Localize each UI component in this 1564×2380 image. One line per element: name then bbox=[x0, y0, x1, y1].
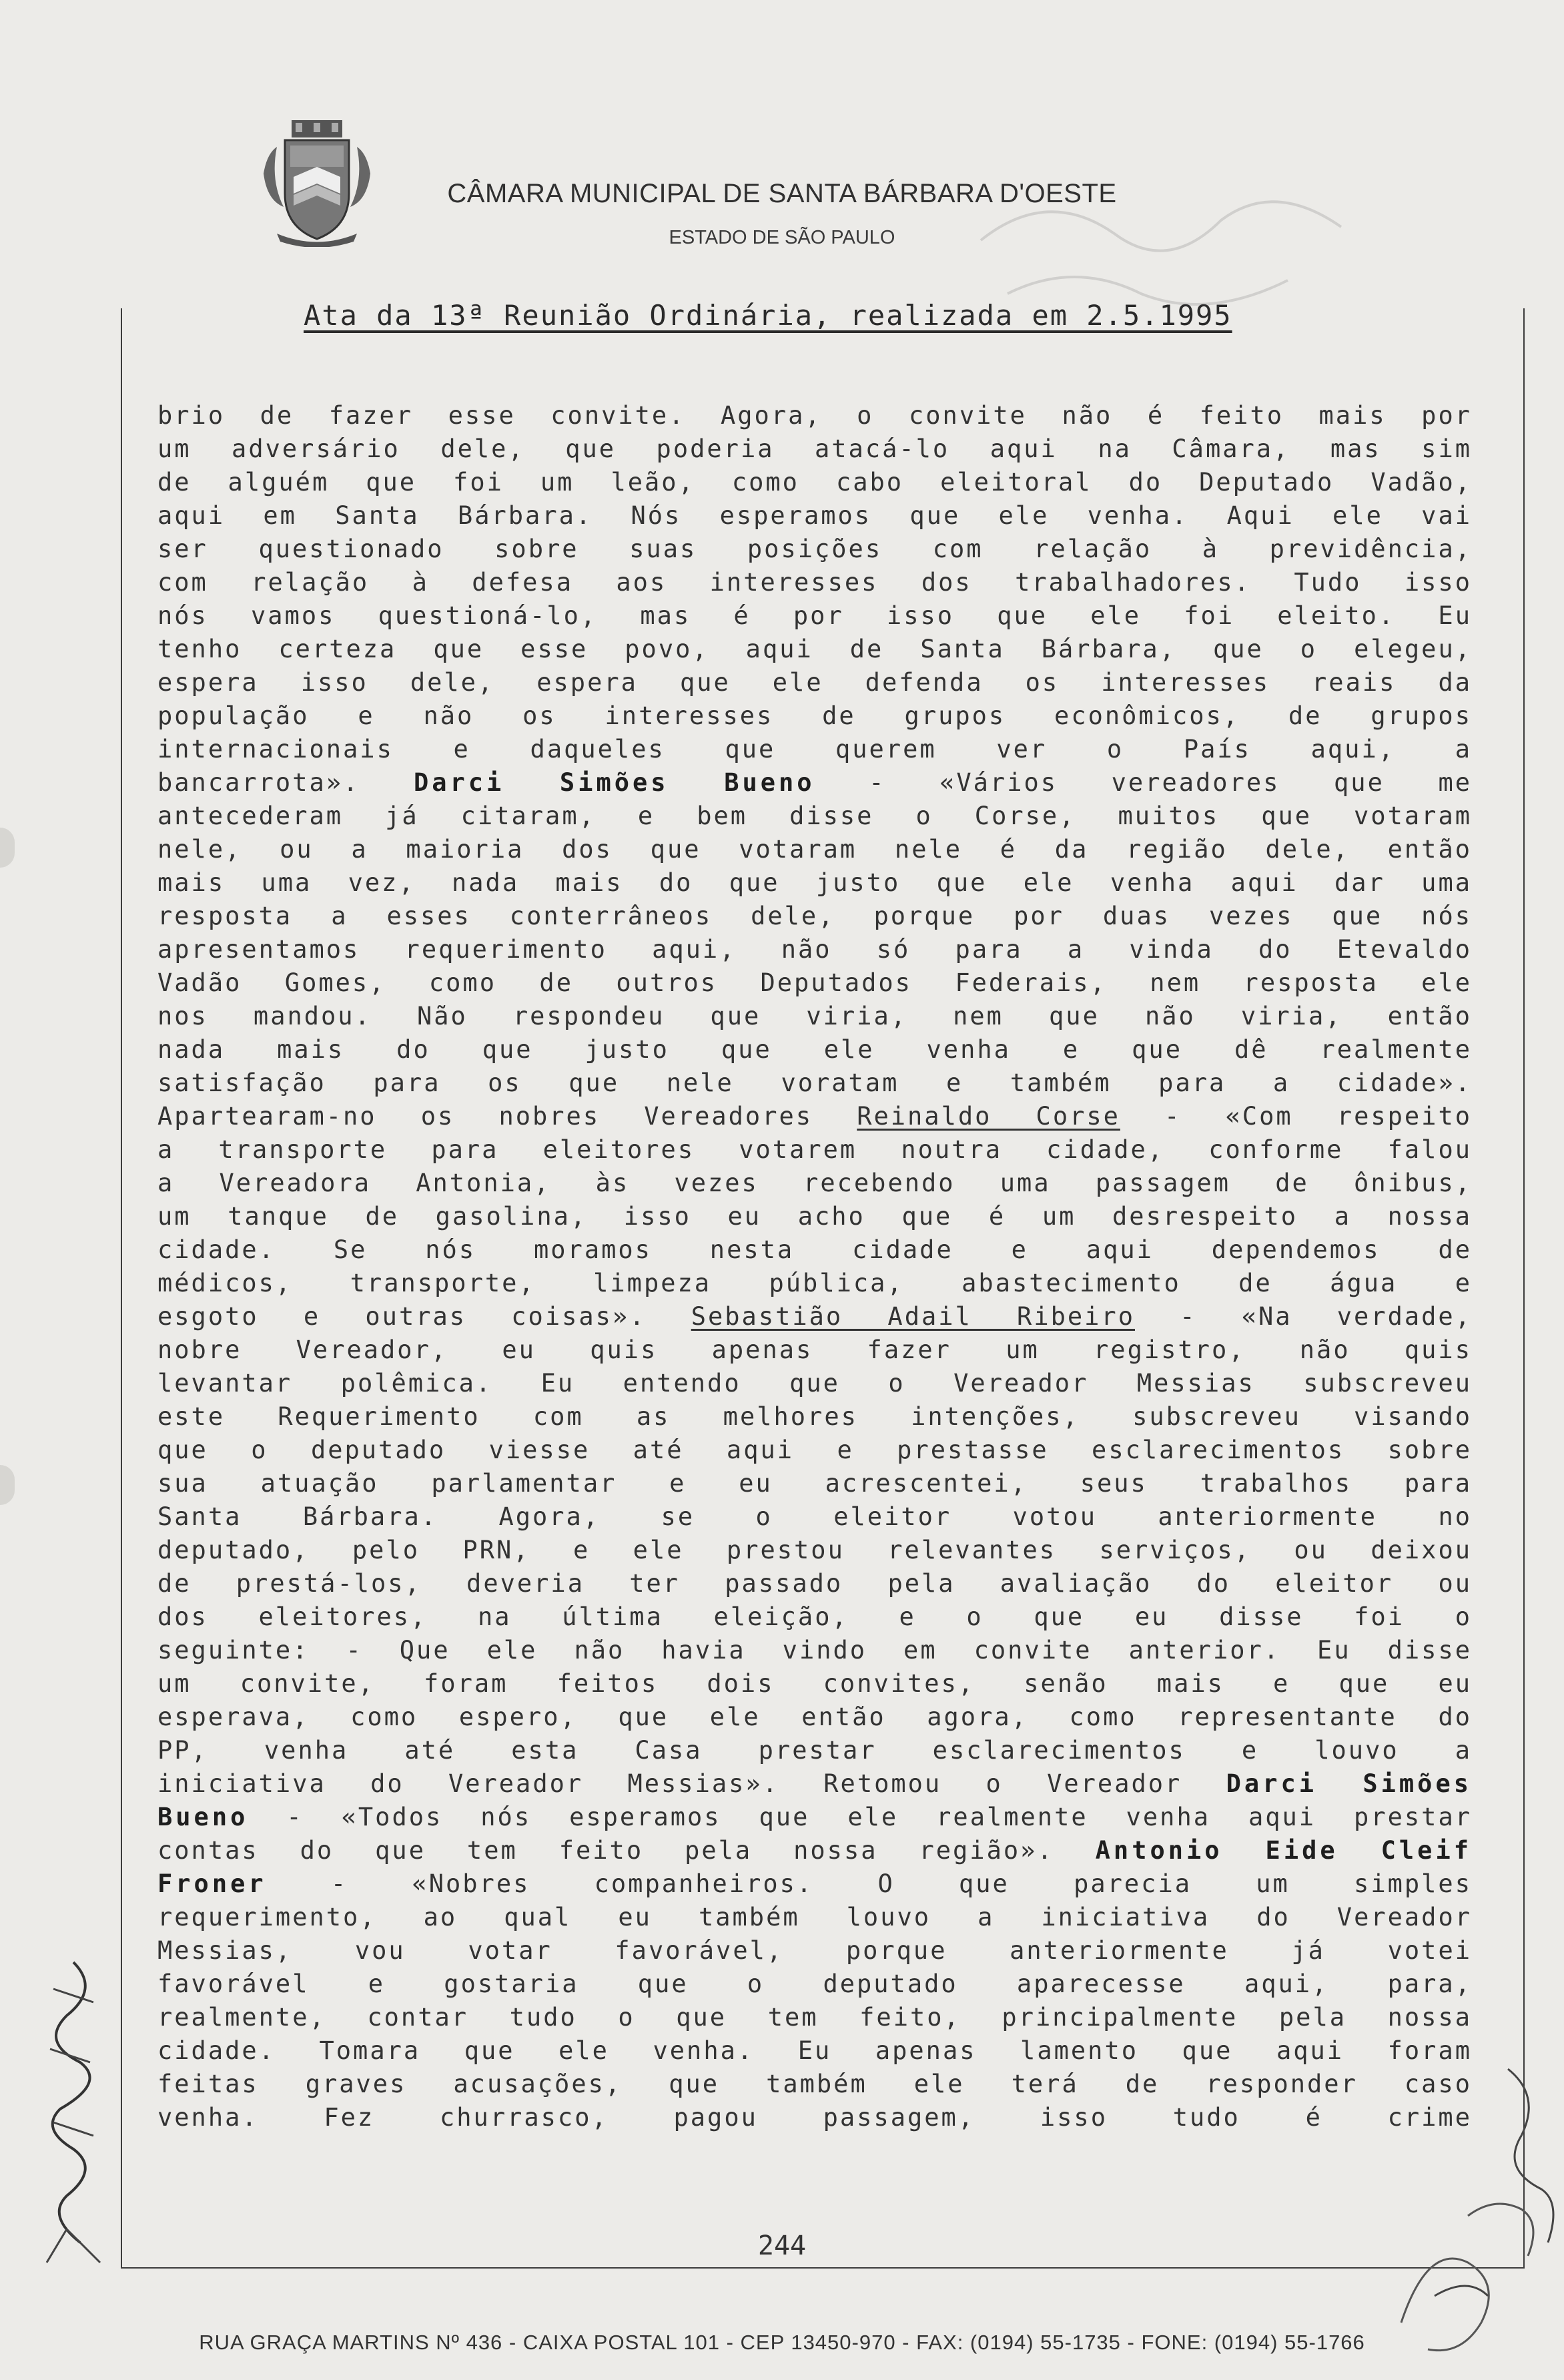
text-line: esperava, como espero, que ele então agora, como representante do bbox=[157, 1703, 1472, 1731]
text-line: de alguém que foi um leão, como cabo eleitoral do Deputado Vadão, bbox=[157, 468, 1472, 497]
text-line: apresentamos requerimento aqui, não só para a vinda do Etevaldo bbox=[157, 935, 1472, 964]
speaker-name-underlined: Sebastião Adail Ribeiro bbox=[691, 1302, 1135, 1331]
text-line: resposta a esses conterrâneos dele, porque por duas vezes que nós bbox=[157, 902, 1472, 930]
text-line: Bueno - «Todos nós esperamos que ele realmente venha aqui prestar bbox=[157, 1803, 1472, 1831]
punch-hole bbox=[0, 828, 15, 868]
text-line: Froner - «Nobres companheiros. O que parecia um simples bbox=[157, 1869, 1472, 1898]
minutes-body bbox=[157, 399, 1472, 2134]
state-name: ESTADO DE SÃO PAULO bbox=[669, 227, 895, 248]
text-line: médicos, transporte, limpeza pública, abastecimento de água e bbox=[157, 1269, 1472, 1297]
text-line: população e não os interesses de grupos econômicos, de grupos bbox=[157, 701, 1472, 730]
text-line: cidade. Se nós moramos nesta cidade e aqui dependemos de bbox=[157, 1235, 1472, 1264]
text-line: bancarrota». Darci Simões Bueno - «Vários vereadores que me bbox=[157, 768, 1473, 797]
text-line: PP, venha até esta Casa prestar esclarecimentos e louvo a bbox=[157, 1736, 1472, 1765]
text-line: nada mais do que justo que ele venha e que dê realmente bbox=[157, 1035, 1472, 1064]
text-line: Apartearam-no os nobres Vereadores Reinaldo Corse - «Com respeito bbox=[157, 1102, 1472, 1131]
speaker-name-bold: Darci Simões bbox=[1226, 1769, 1472, 1798]
text-line: iniciativa do Vereador Messias». Retomou o Vereador Darci Simões bbox=[157, 1769, 1472, 1798]
margin-signature bbox=[27, 1949, 120, 2269]
text-line: contas do que tem feito pela nossa região». Antonio Eide Cleif bbox=[157, 1836, 1473, 1865]
text-line: espera isso dele, espera que ele defenda os interesses reais da bbox=[157, 668, 1472, 697]
text-line: brio de fazer esse convite. Agora, o convite não é feito mais por bbox=[157, 401, 1472, 430]
frame-bottom-rule bbox=[121, 2267, 1525, 2269]
text-line: internacionais e daqueles que querem ver o País aqui, a bbox=[157, 735, 1472, 764]
text-line: um tanque de gasolina, isso eu acho que é um desrespeito a nossa bbox=[157, 1202, 1472, 1231]
text-line: nobre Vereador, eu quis apenas fazer um registro, não quis bbox=[157, 1335, 1472, 1364]
text-line: nos mandou. Não respondeu que viria, nem que não viria, então bbox=[157, 1002, 1472, 1030]
minutes-heading: Ata da 13ª Reunião Ordinária, realizada em 2.5.1995 bbox=[304, 299, 1232, 332]
text-line: um convite, foram feitos dois convites, senão mais e que eu bbox=[157, 1669, 1472, 1698]
footer-address: RUA GRAÇA MARTINS Nº 436 - CAIXA POSTAL 101 - CEP 13450-970 - FAX: (0194) 55-1735 - FONE: (0194) 55-1766 bbox=[199, 2331, 1365, 2354]
institution-name: CÂMARA MUNICIPAL DE SANTA BÁRBARA D'OESTE bbox=[447, 179, 1117, 208]
text-line: mais uma vez, nada mais do que justo que ele venha aqui dar uma bbox=[157, 868, 1472, 897]
text-line: Messias, vou votar favorável, porque anteriormente já votei bbox=[157, 1936, 1472, 1965]
text-line: aqui em Santa Bárbara. Nós esperamos que ele venha. Aqui ele vai bbox=[157, 501, 1472, 530]
speaker-name-bold: Bueno bbox=[157, 1803, 249, 1831]
text-line: levantar polêmica. Eu entendo que o Vereador Messias subscreveu bbox=[157, 1369, 1472, 1398]
page-number: 244 bbox=[757, 2230, 807, 2261]
text-line: nós vamos questioná-lo, mas é por isso que ele foi eleito. Eu bbox=[157, 601, 1472, 630]
text-line: este Requerimento com as melhores intenções, subscreveu visando bbox=[157, 1402, 1472, 1431]
frame-left-rule bbox=[121, 308, 122, 2267]
corner-signature bbox=[1388, 2042, 1564, 2376]
text-line: cidade. Tomara que ele venha. Eu apenas lamento que aqui foram bbox=[157, 2036, 1472, 2065]
text-line: satisfação para os que nele voratam e também para a cidade». bbox=[157, 1069, 1472, 1097]
text-line: nele, ou a maioria dos que votaram nele é da região dele, então bbox=[157, 835, 1472, 864]
text-line: antecederam já citaram, e bem disse o Corse, muitos que votaram bbox=[157, 802, 1472, 830]
speaker-name-bold: Darci Simões Bueno bbox=[413, 768, 815, 797]
text-line: que o deputado viesse até aqui e prestasse esclarecimentos sobre bbox=[157, 1436, 1472, 1464]
text-line: requerimento, ao qual eu também louvo a iniciativa do Vereador bbox=[157, 1903, 1472, 1931]
show-through-signature bbox=[967, 160, 1381, 334]
text-line: Vadão Gomes, como de outros Deputados Federais, nem resposta ele bbox=[157, 968, 1472, 997]
speaker-name-bold: Antonio Eide Cleif bbox=[1095, 1836, 1473, 1865]
punch-hole bbox=[0, 1465, 15, 1505]
speaker-name-underlined: Reinaldo Corse bbox=[857, 1102, 1120, 1131]
text-line: com relação à defesa aos interesses dos trabalhadores. Tudo isso bbox=[157, 568, 1472, 597]
text-line: a Vereadora Antonia, às vezes recebendo uma passagem de ônibus, bbox=[157, 1169, 1472, 1197]
text-line: ser questionado sobre suas posições com relação à previdência, bbox=[157, 535, 1472, 563]
text-line: esgoto e outras coisas». Sebastião Adail Ribeiro - «Na verdade, bbox=[157, 1302, 1472, 1331]
frame-right-rule bbox=[1523, 308, 1525, 2267]
text-line: sua atuação parlamentar e eu acrescentei, seus trabalhos para bbox=[157, 1469, 1472, 1498]
text-line: deputado, pelo PRN, e ele prestou relevantes serviços, ou deixou bbox=[157, 1536, 1472, 1564]
text-line: tenho certeza que esse povo, aqui de Santa Bárbara, que o elegeu, bbox=[157, 635, 1472, 663]
text-line: favorável e gostaria que o deputado aparecesse aqui, para, bbox=[157, 1970, 1472, 1998]
text-line: um adversário dele, que poderia atacá-lo aqui na Câmara, mas sim bbox=[157, 434, 1472, 463]
text-line: de prestá-los, deveria ter passado pela avaliação do eleitor ou bbox=[157, 1569, 1472, 1598]
text-line: feitas graves acusações, que também ele terá de responder caso bbox=[157, 2070, 1472, 2098]
text-line: dos eleitores, na última eleição, e o que eu disse foi o bbox=[157, 1602, 1472, 1631]
text-line: a transporte para eleitores votarem noutra cidade, conforme falou bbox=[157, 1135, 1472, 1164]
text-line: realmente, contar tudo o que tem feito, principalmente pela nossa bbox=[157, 2003, 1472, 2032]
text-line: venha. Fez churrasco, pagou passagem, isso tudo é crime bbox=[157, 2103, 1472, 2132]
speaker-name-bold: Froner bbox=[157, 1869, 267, 1898]
text-line: seguinte: - Que ele não havia vindo em convite anterior. Eu disse bbox=[157, 1636, 1472, 1665]
text-line: Santa Bárbara. Agora, se o eleitor votou anteriormente no bbox=[157, 1502, 1472, 1531]
